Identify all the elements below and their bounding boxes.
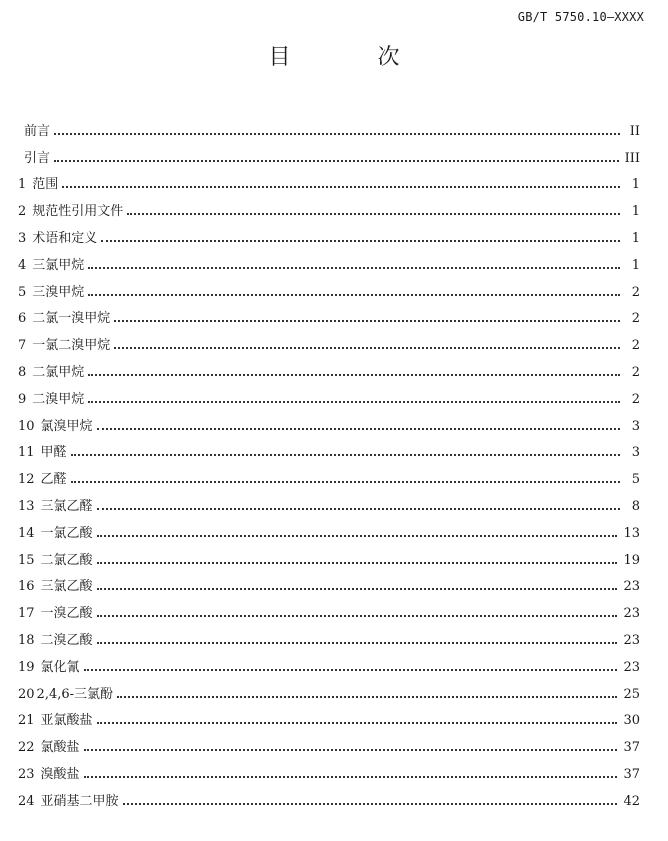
toc-entry-label: 一氯二溴甲烷 xyxy=(32,338,111,354)
dot-leader xyxy=(97,641,618,644)
toc-entry-page: 23 xyxy=(623,632,640,648)
dot-leader xyxy=(97,614,618,617)
toc-entry-page: 5 xyxy=(631,472,640,488)
toc-entry-18[interactable] xyxy=(18,621,640,648)
toc-entry-label: 三溴甲烷 xyxy=(32,284,85,300)
toc-entry-label: 二溴甲烷 xyxy=(32,391,85,407)
dot-leader xyxy=(117,695,617,698)
toc-entry-label: 三氯乙醛 xyxy=(40,498,93,514)
toc-entry-introduction[interactable] xyxy=(18,139,640,166)
dot-leader xyxy=(62,185,620,188)
toc-entry-number: 18 xyxy=(18,632,35,648)
dot-leader xyxy=(97,507,620,510)
toc-entry-page: 42 xyxy=(623,793,640,809)
toc-entry-label: 溴酸盐 xyxy=(40,766,80,782)
dot-leader xyxy=(97,721,618,724)
toc-entry-9[interactable] xyxy=(18,380,640,407)
toc-entry-page: III xyxy=(624,150,640,166)
toc-entry-label: 2,4,6-三氯酚 xyxy=(36,686,114,702)
page-title: 目 次 xyxy=(268,45,440,70)
toc-entry-10[interactable] xyxy=(18,407,640,434)
toc-entry-page: 3 xyxy=(631,418,640,434)
toc-entry-number: 4 xyxy=(18,257,27,273)
toc-entry-page: 1 xyxy=(631,257,640,273)
toc-entry-label: 氯溴甲烷 xyxy=(40,418,93,434)
toc-entry-label: 二氯一溴甲烷 xyxy=(32,311,111,327)
toc-entry-page: 23 xyxy=(623,579,640,595)
toc-entry-label: 乙醛 xyxy=(40,472,67,488)
toc-entry-15[interactable] xyxy=(18,541,640,568)
toc-entry-11[interactable] xyxy=(18,434,640,461)
toc-entry-page: 37 xyxy=(623,740,640,756)
toc-entry-number: 17 xyxy=(18,606,35,622)
toc-entry-label: 范围 xyxy=(32,177,59,193)
toc-entry-13[interactable] xyxy=(18,487,640,514)
toc-entry-6[interactable] xyxy=(18,300,640,327)
toc-entry-2[interactable] xyxy=(18,192,640,219)
toc-entry-1[interactable] xyxy=(18,166,640,193)
toc-entry-label: 三氯乙酸 xyxy=(40,579,93,595)
toc-entry-20[interactable] xyxy=(18,675,640,702)
toc-entry-number: 3 xyxy=(18,230,27,246)
toc-entry-23[interactable] xyxy=(18,755,640,782)
dot-leader xyxy=(97,534,618,537)
toc-entry-page: 25 xyxy=(623,686,640,702)
dot-leader xyxy=(114,319,620,322)
toc-entry-page: 19 xyxy=(623,552,640,568)
toc-entry-label: 术语和定义 xyxy=(32,230,98,246)
dot-leader xyxy=(88,400,620,403)
toc-entry-number: 2 xyxy=(18,204,27,220)
toc-entry-page: 23 xyxy=(623,659,640,675)
dot-leader xyxy=(88,266,620,269)
toc-entry-24[interactable] xyxy=(18,782,640,809)
toc-entry-label: 二氯甲烷 xyxy=(32,364,85,380)
dot-leader xyxy=(97,427,620,430)
toc-entry-page: 13 xyxy=(623,525,640,541)
toc-entry-number: 13 xyxy=(18,498,35,514)
dot-leader xyxy=(84,748,618,751)
toc-entry-5[interactable] xyxy=(18,273,640,300)
dot-leader xyxy=(97,561,618,564)
dot-leader xyxy=(88,293,620,296)
toc-entry-number: 8 xyxy=(18,364,27,380)
toc-entry-22[interactable] xyxy=(18,728,640,755)
toc-entry-page: 3 xyxy=(631,445,640,461)
toc-entry-21[interactable] xyxy=(18,702,640,729)
toc-entry-number: 20 xyxy=(18,686,35,702)
toc-entry-number: 9 xyxy=(18,391,27,407)
toc-entry-label: 甲醛 xyxy=(40,445,67,461)
toc-entry-number: 14 xyxy=(18,525,35,541)
toc-entry-page: 2 xyxy=(631,284,640,300)
toc-entry-3[interactable] xyxy=(18,219,640,246)
dot-leader xyxy=(71,453,620,456)
document-code: GB/T 5750.10—XXXX xyxy=(517,10,644,24)
toc-entry-14[interactable] xyxy=(18,514,640,541)
toc-entry-12[interactable] xyxy=(18,460,640,487)
toc-entry-label: 前言 xyxy=(24,123,51,139)
toc-entry-page: 1 xyxy=(631,204,640,220)
dot-leader xyxy=(88,373,620,376)
toc-entry-foreword[interactable] xyxy=(18,112,640,139)
toc-entry-label: 亚硝基二甲胺 xyxy=(40,793,119,809)
toc-entry-page: 2 xyxy=(631,391,640,407)
dot-leader xyxy=(84,668,618,671)
dot-leader xyxy=(71,480,620,483)
dot-leader xyxy=(54,159,619,162)
toc-entry-label: 亚氯酸盐 xyxy=(40,713,93,729)
toc-entry-number: 19 xyxy=(18,659,35,675)
dot-leader xyxy=(127,212,620,215)
toc-entry-label: 二溴乙酸 xyxy=(40,632,93,648)
dot-leader xyxy=(101,239,620,242)
toc-entry-label: 一溴乙酸 xyxy=(40,606,93,622)
toc-entry-label: 规范性引用文件 xyxy=(32,204,124,220)
toc-entry-16[interactable] xyxy=(18,568,640,595)
table-of-contents xyxy=(18,112,640,809)
toc-entry-label: 二氯乙酸 xyxy=(40,552,93,568)
toc-entry-7[interactable] xyxy=(18,326,640,353)
toc-entry-number: 15 xyxy=(18,552,35,568)
toc-entry-number: 7 xyxy=(18,338,27,354)
dot-leader xyxy=(84,775,618,778)
toc-entry-19[interactable] xyxy=(18,648,640,675)
toc-entry-page: 30 xyxy=(623,713,640,729)
toc-entry-number: 22 xyxy=(18,740,35,756)
toc-entry-label: 氯酸盐 xyxy=(40,740,80,756)
toc-entry-number: 6 xyxy=(18,311,27,327)
dot-leader xyxy=(97,587,618,590)
toc-entry-label: 氯化氰 xyxy=(40,659,80,675)
toc-entry-label: 三氯甲烷 xyxy=(32,257,85,273)
dot-leader xyxy=(54,132,620,135)
toc-entry-number: 23 xyxy=(18,766,35,782)
toc-entry-17[interactable] xyxy=(18,594,640,621)
toc-entry-4[interactable] xyxy=(18,246,640,273)
toc-entry-number: 12 xyxy=(18,472,35,488)
dot-leader xyxy=(123,802,618,805)
toc-entry-label: 一氯乙酸 xyxy=(40,525,93,541)
toc-entry-page: 23 xyxy=(623,606,640,622)
toc-entry-label: 引言 xyxy=(24,150,51,166)
toc-entry-page: 2 xyxy=(631,311,640,327)
toc-entry-number: 24 xyxy=(18,793,35,809)
toc-entry-number: 5 xyxy=(18,284,27,300)
toc-entry-page: 1 xyxy=(631,230,640,246)
toc-entry-number: 16 xyxy=(18,579,35,595)
toc-entry-page: 8 xyxy=(631,498,640,514)
toc-entry-number: 1 xyxy=(18,177,27,193)
toc-entry-number: 21 xyxy=(18,713,35,729)
dot-leader xyxy=(114,346,620,349)
toc-entry-8[interactable] xyxy=(18,353,640,380)
toc-entry-page: II xyxy=(629,123,640,139)
toc-entry-page: 37 xyxy=(623,766,640,782)
toc-entry-number: 10 xyxy=(18,418,35,434)
toc-entry-number: 11 xyxy=(18,445,35,461)
toc-entry-page: 2 xyxy=(631,364,640,380)
toc-entry-page: 1 xyxy=(631,177,640,193)
toc-entry-page: 2 xyxy=(631,338,640,354)
